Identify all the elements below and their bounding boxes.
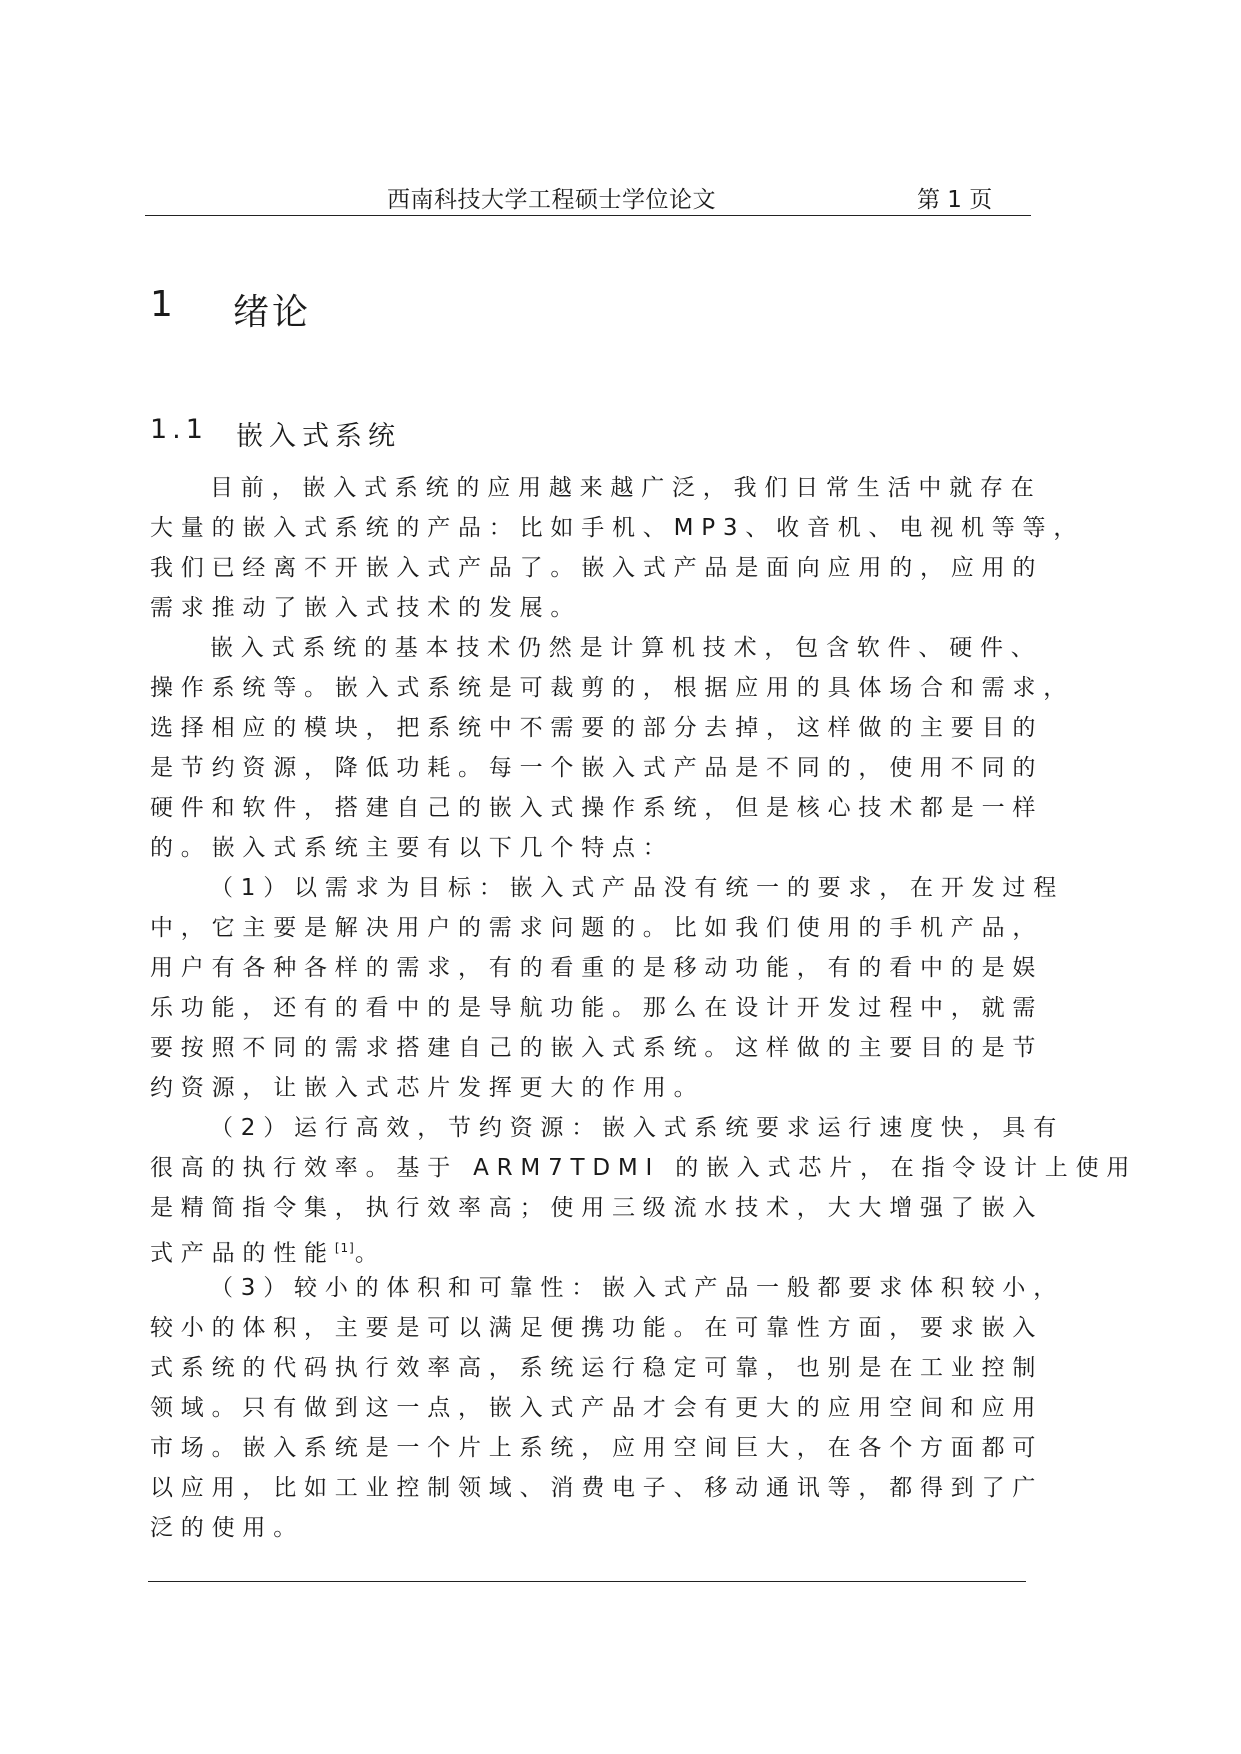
- paragraph-line: 嵌入式系统的基本技术仍然是计算机技术，包含软件、硬件、: [210, 635, 1042, 661]
- chapter-number: 1: [150, 284, 173, 325]
- paragraph-line: [150, 1228, 1030, 1268]
- paragraph-line: （1）以需求为目标：嵌入式产品没有统一的要求，在开发过程: [210, 875, 1065, 901]
- page-header: [145, 175, 1031, 216]
- paragraph-line: 乐功能，还有的看中的是导航功能。那么在设计开发过程中，就需: [150, 995, 1044, 1021]
- header-page-number: 第 1 页: [917, 187, 993, 213]
- section-title: 嵌入式系统: [236, 421, 401, 452]
- paragraph-text: 。: [354, 1240, 386, 1267]
- paragraph-line: （3）较小的体积和可靠性：嵌入式产品一般都要求体积较小，: [210, 1275, 1065, 1301]
- body-text: [150, 468, 1138, 1548]
- paragraph-line: 中，它主要是解决用户的需求问题的。比如我们使用的手机产品，: [150, 915, 1044, 941]
- citation-marker[interactable]: [1]: [334, 1241, 355, 1255]
- paragraph-line: 式系统的代码执行效率高，系统运行稳定可靠，也别是在工业控制: [150, 1355, 1044, 1381]
- paragraph-line: 大量的嵌入式系统的产品：比如手机、MP3、收音机、电视机等等，: [150, 515, 1085, 541]
- section-number: 1.1: [150, 414, 208, 445]
- paragraph-line: 需求推动了嵌入式技术的发展。: [150, 595, 582, 621]
- footer-rule: [148, 1581, 1026, 1582]
- paragraph-line: 硬件和软件，搭建自己的嵌入式操作系统，但是核心技术都是一样: [150, 795, 1044, 821]
- paragraph-line: 操作系统等。嵌入式系统是可裁剪的，根据应用的具体场合和需求，: [150, 675, 1074, 701]
- paragraph-line: 较小的体积，主要是可以满足便携功能。在可靠性方面，要求嵌入: [150, 1315, 1044, 1341]
- header-title: 西南科技大学工程硕士学位论文: [387, 187, 716, 213]
- paragraph-line: 领域。只有做到这一点，嵌入式产品才会有更大的应用空间和应用: [150, 1395, 1044, 1421]
- paragraph-line: 选择相应的模块，把系统中不需要的部分去掉，这样做的主要目的: [150, 715, 1044, 741]
- paragraph-line: 是精简指令集，执行效率高；使用三级流水技术，大大增强了嵌入: [150, 1195, 1044, 1221]
- paragraph-line: 要按照不同的需求搭建自己的嵌入式系统。这样做的主要目的是节: [150, 1035, 1044, 1061]
- paragraph-line: 泛的使用。: [150, 1515, 304, 1541]
- chapter-title: 绪论: [233, 292, 312, 333]
- paragraph-line: 目前，嵌入式系统的应用越来越广泛，我们日常生活中就存在: [210, 475, 1042, 501]
- paragraph-line: （2）运行高效，节约资源：嵌入式系统要求运行速度快，具有: [210, 1115, 1065, 1141]
- paragraph-line: 的。嵌入式系统主要有以下几个特点：: [150, 835, 674, 861]
- paragraph-line: 是节约资源，降低功耗。每一个嵌入式产品是不同的，使用不同的: [150, 755, 1044, 781]
- paragraph-text: 式产品的性能: [150, 1240, 335, 1267]
- paragraph-line: 我们已经离不开嵌入式产品了。嵌入式产品是面向应用的，应用的: [150, 555, 1044, 581]
- paragraph-line: 以应用，比如工业控制领域、消费电子、移动通讯等，都得到了广: [150, 1475, 1044, 1501]
- paragraph-line: 用户有各种各样的需求，有的看重的是移动功能，有的看中的是娱: [150, 955, 1044, 981]
- paragraph-line: 约资源，让嵌入式芯片发挥更大的作用。: [150, 1075, 705, 1101]
- paragraph-line: 市场。嵌入系统是一个片上系统，应用空间巨大，在各个方面都可: [150, 1435, 1044, 1461]
- paragraph-line: 很高的执行效率。基于 ARM7TDMI 的嵌入式芯片，在指令设计上使用: [150, 1155, 1138, 1181]
